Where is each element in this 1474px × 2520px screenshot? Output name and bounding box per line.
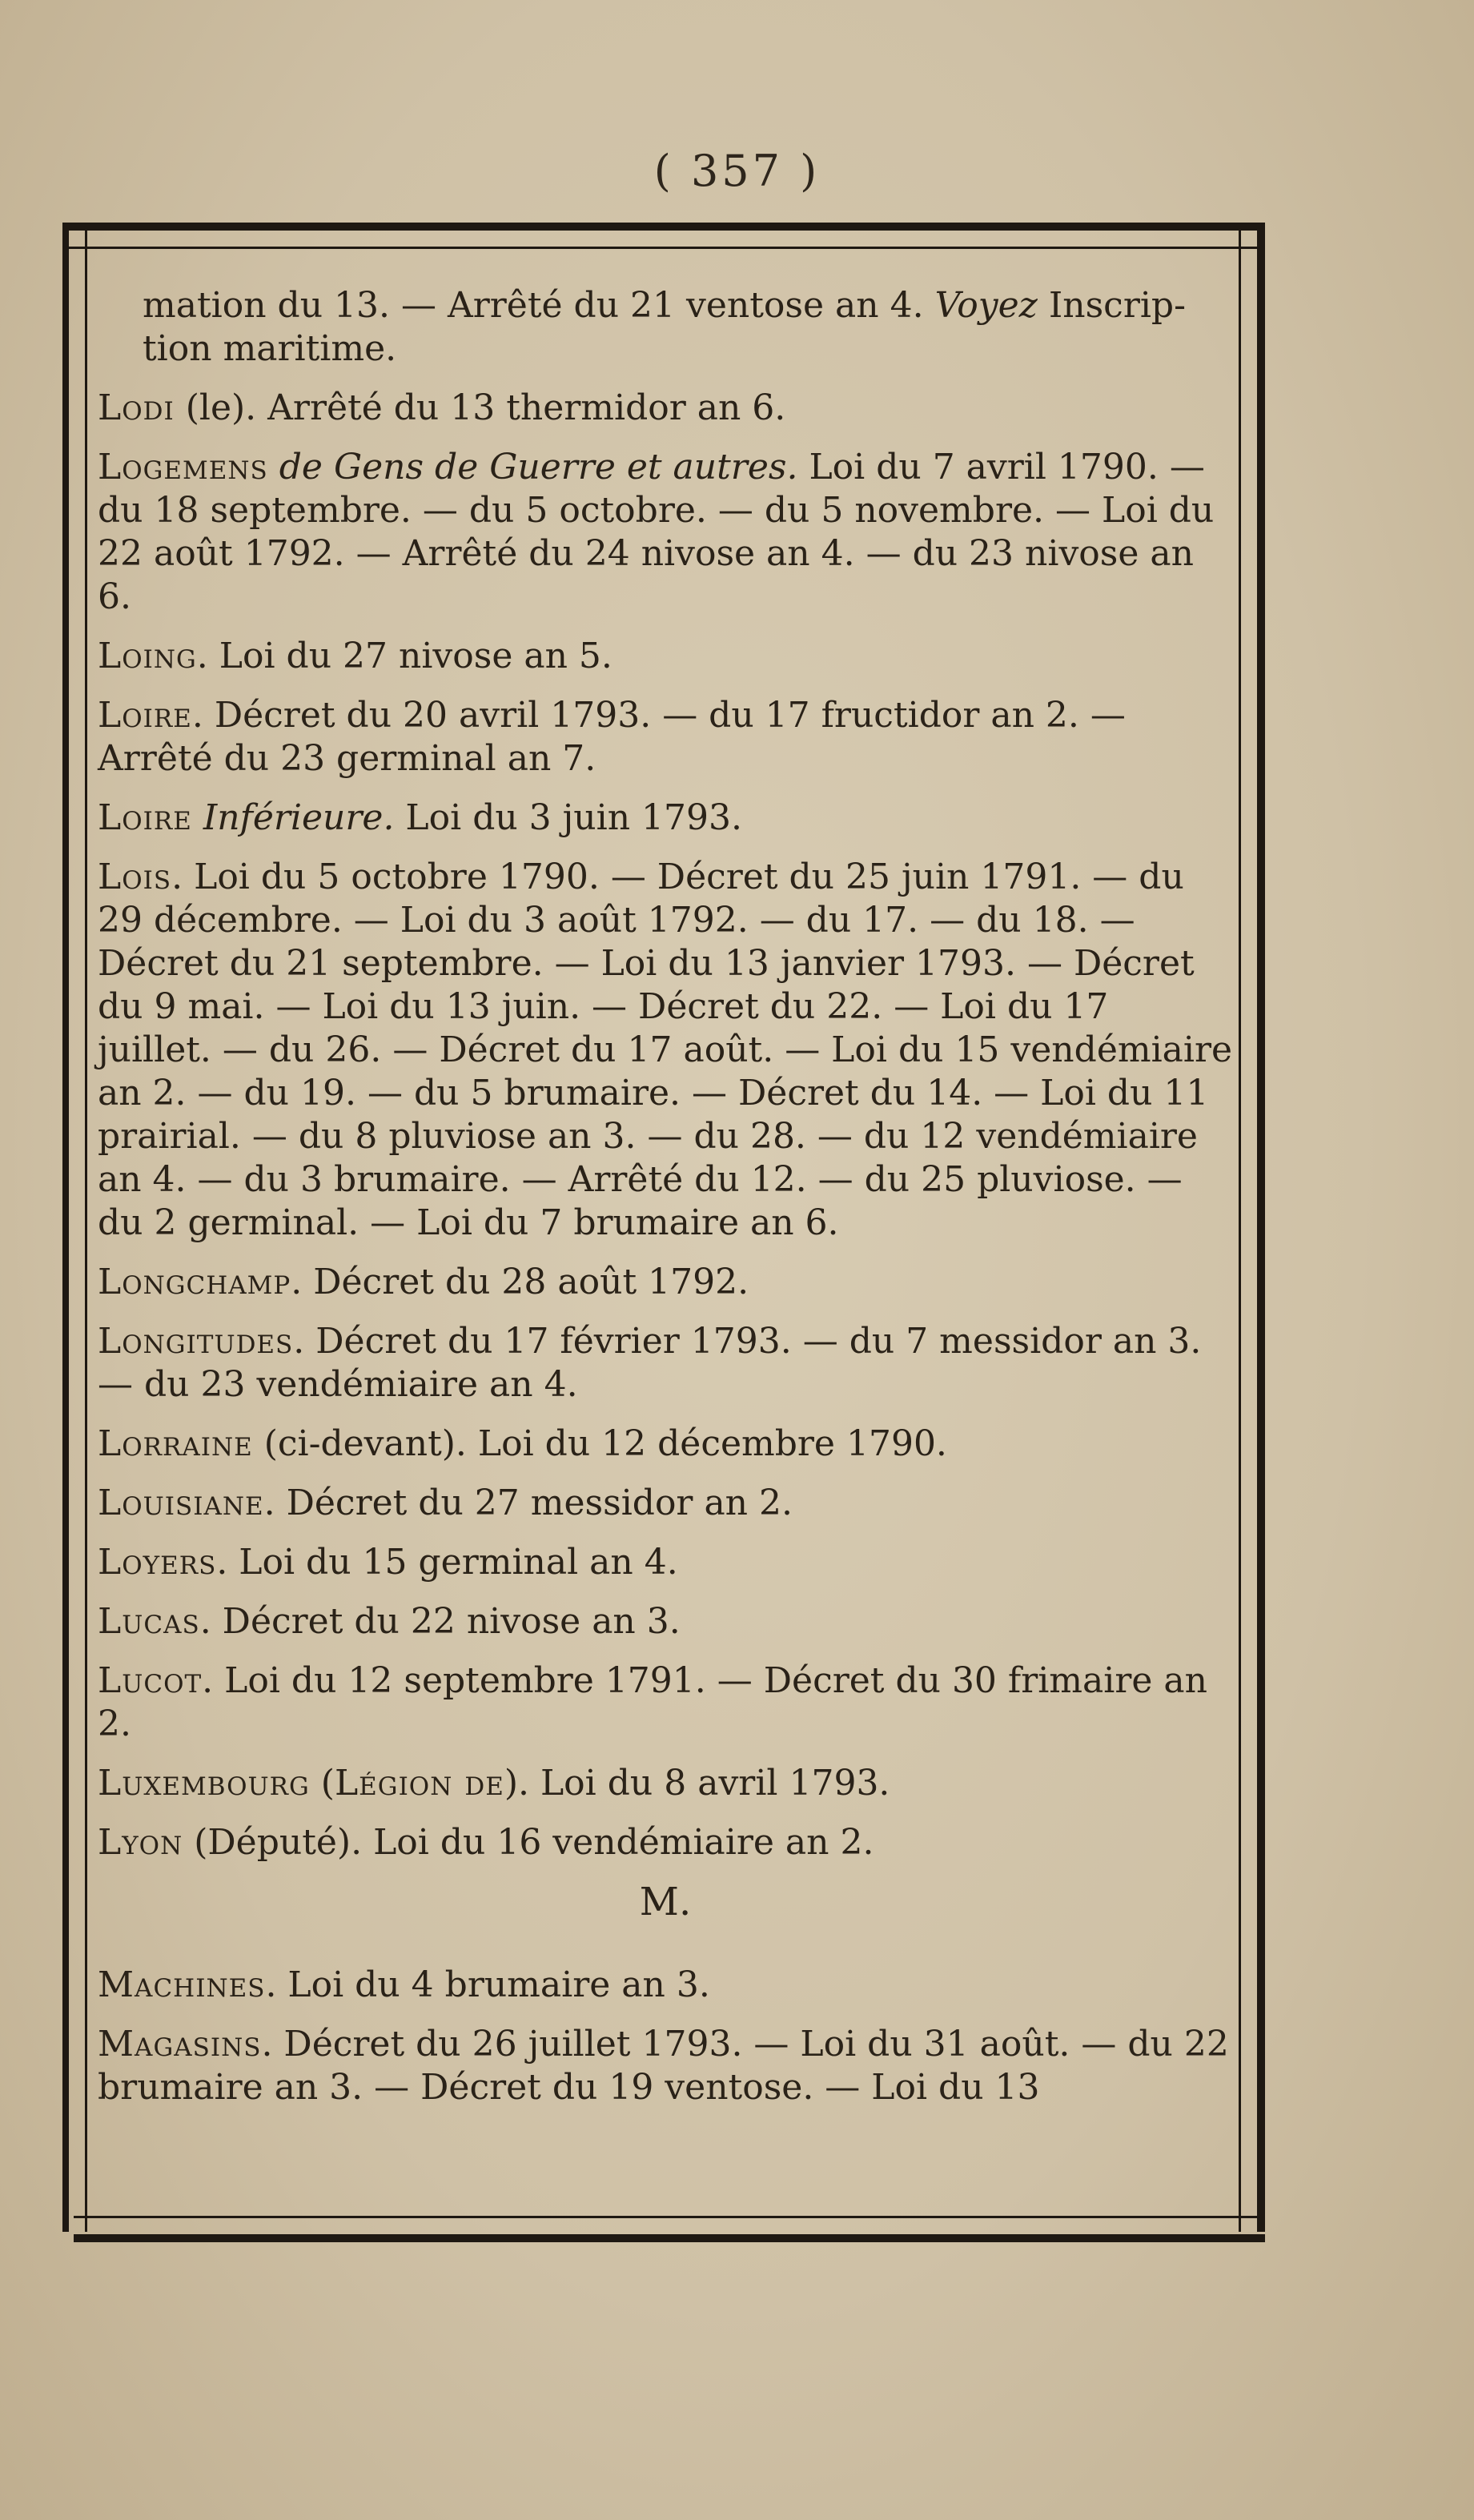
index-content xyxy=(98,284,1233,2125)
index-entry: Lucas. Décret du 22 nivose an 3. xyxy=(98,1601,681,1642)
index-entry: Lorraine (ci-devant). Loi du 12 décembre 1790. xyxy=(98,1423,947,1464)
frame-border-bottom xyxy=(74,2216,1265,2242)
index-entry: Loing. Loi du 27 nivose an 5. xyxy=(98,636,612,676)
frame-border-right xyxy=(1239,223,1265,2232)
frame-border-top xyxy=(62,223,1265,249)
index-entry: Lodi (le). Arrêté du 13 thermidor an 6. xyxy=(98,387,786,428)
page-number: ( 357 ) xyxy=(653,146,821,196)
index-entry: Longitudes. Décret du 17 février 1793. — du 7 messidor an 3. — du 23 vendémiaire an 4. xyxy=(98,1321,1202,1405)
index-entry: Lois. Loi du 5 octobre 1790. — Décret du 25 juin 1791. — du 29 décembre. — Loi du 3 août 1792. — du 17. — du 18. — Décret du 21 septembre. — Loi du 13 janvier 1793. — Décret du 9 mai. — Loi du 13 juin. — Décret du 22. — Loi du 17 juillet. — du 26. — Décret du 17 août. — Loi du 15 vendémiaire an 2. — du 19. — du 5 brumaire. — Décret du 14. — Loi du 11 prairial. — du 8 pluviose an 3. — du 28. — du 12 vendémiaire an 4. — du 3 brumaire. — Arrêté du 12. — du 25 pluviose. — du 2 germinal. — Loi du 7 brumaire an 6. xyxy=(98,857,1233,1243)
index-entry: Longchamp. Décret du 28 août 1792. xyxy=(98,1262,749,1302)
index-entry: Luxembourg (Légion de). Loi du 8 avril 1793. xyxy=(98,1763,890,1804)
index-entry: Machines. Loi du 4 brumaire an 3. xyxy=(98,1964,710,2005)
index-entry-continued: mation du 13. — Arrêté du 21 ventose an 4. Voyez Inscrip- tion maritime. xyxy=(143,285,1186,369)
index-entry: Loire Inférieure. Loi du 3 juin 1793. xyxy=(98,797,743,838)
frame-border-left xyxy=(62,223,87,2232)
index-entry: Logemens de Gens de Guerre et autres. Loi du 7 avril 1790. — du 18 septembre. — du 5 octobre. — du 5 novembre. — Loi du 22 août 1792. — Arrêté du 24 nivose an 4. — du 23 nivose an 6. xyxy=(98,447,1215,617)
index-entry: Louisiane. Décret du 27 messidor an 2. xyxy=(98,1483,793,1523)
section-letter: M. xyxy=(639,1880,692,1924)
index-entry: Loyers. Loi du 15 germinal an 4. xyxy=(98,1542,678,1583)
index-entry: Loire. Décret du 20 avril 1793. — du 17 fructidor an 2. — Arrêté du 23 germinal an 7. xyxy=(98,695,1126,779)
index-entry: Lucot. Loi du 12 septembre 1791. — Décret du 30 frimaire an 2. xyxy=(98,1660,1207,1744)
index-entry: Magasins. Décret du 26 juillet 1793. — Loi du 31 août. — du 22 brumaire an 3. — Décret du 19 ventose. — Loi du 13 xyxy=(98,2024,1229,2108)
index-entry: Lyon (Député). Loi du 16 vendémiaire an 2. xyxy=(98,1822,874,1863)
